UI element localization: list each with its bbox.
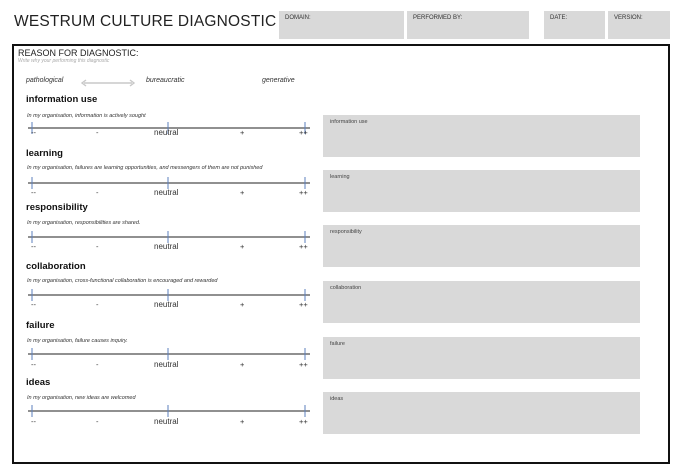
- section-title-learning: learning: [26, 148, 63, 159]
- notes-label: responsibility: [330, 229, 362, 235]
- tick-negative: -: [96, 360, 99, 369]
- reason-label: REASON FOR DIAGNOSTIC:: [18, 48, 139, 58]
- tick-strongly-negative: --: [31, 360, 36, 369]
- performed-by-field[interactable]: [407, 11, 529, 39]
- tick-strongly-negative: --: [31, 417, 36, 426]
- tick-positive: +: [240, 128, 245, 137]
- version-label: VERSION:: [614, 15, 643, 21]
- tick-negative: -: [96, 188, 99, 197]
- notes-label: failure: [330, 341, 345, 347]
- tick-strongly-negative: --: [31, 300, 36, 309]
- tick-strongly-negative: --: [31, 128, 36, 137]
- tick-strongly-negative: --: [31, 242, 36, 251]
- section-statement: In my organisation, cross-functional collaboration is encouraged and rewarded: [27, 278, 218, 284]
- notes-box-responsibility[interactable]: [323, 225, 640, 267]
- domain-field[interactable]: [279, 11, 404, 39]
- notes-label: collaboration: [330, 285, 362, 291]
- version-field[interactable]: [608, 11, 670, 39]
- tick-strongly-positive: ++: [299, 128, 308, 137]
- section-statement: In my organisation, failure causes inquiry.: [27, 338, 128, 344]
- page-title: WESTRUM CULTURE DIAGNOSTIC: [14, 13, 277, 30]
- rating-scale-line[interactable]: [28, 347, 310, 361]
- reason-hint[interactable]: Write why your performing this diagnostic: [18, 58, 110, 64]
- notes-label: learning: [330, 174, 350, 180]
- tick-strongly-positive: ++: [299, 188, 308, 197]
- notes-box-failure[interactable]: [323, 337, 640, 379]
- tick-negative: -: [96, 300, 99, 309]
- tick-neutral: neutral: [154, 188, 179, 197]
- tick-neutral: neutral: [154, 417, 179, 426]
- tick-positive: +: [240, 417, 245, 426]
- notes-box-information-use[interactable]: [323, 115, 640, 157]
- scale-label-generative: generative: [262, 77, 295, 84]
- tick-neutral: neutral: [154, 242, 179, 251]
- tick-strongly-negative: --: [31, 188, 36, 197]
- date-field[interactable]: [544, 11, 605, 39]
- tick-strongly-positive: ++: [299, 360, 308, 369]
- tick-neutral: neutral: [154, 360, 179, 369]
- domain-label: DOMAIN:: [285, 15, 311, 21]
- tick-strongly-positive: ++: [299, 300, 308, 309]
- section-title-failure: failure: [26, 320, 55, 331]
- tick-positive: +: [240, 188, 245, 197]
- section-title-collaboration: collaboration: [26, 261, 86, 272]
- notes-box-learning[interactable]: [323, 170, 640, 212]
- date-label: DATE:: [550, 15, 568, 21]
- tick-strongly-positive: ++: [299, 417, 308, 426]
- section-statement: In my organisation, information is actively sought: [27, 113, 146, 119]
- tick-negative: -: [96, 242, 99, 251]
- tick-neutral: neutral: [154, 300, 179, 309]
- tick-negative: -: [96, 417, 99, 426]
- tick-negative: -: [96, 128, 99, 137]
- notes-box-ideas[interactable]: [323, 392, 640, 434]
- tick-positive: +: [240, 242, 245, 251]
- notes-label: ideas: [330, 396, 344, 402]
- scale-arrow-icon: [80, 79, 136, 87]
- tick-strongly-positive: ++: [299, 242, 308, 251]
- notes-box-collaboration[interactable]: [323, 281, 640, 323]
- tick-positive: +: [240, 300, 245, 309]
- scale-label-bureaucratic: bureaucratic: [146, 77, 185, 84]
- section-title-responsibility: responsibility: [26, 202, 88, 213]
- section-title-ideas: ideas: [26, 377, 51, 388]
- section-title-information-use: information use: [26, 94, 98, 105]
- performed-by-label: PERFORMED BY:: [413, 15, 463, 21]
- scale-label-pathological: pathological: [26, 77, 64, 84]
- section-statement: In my organisation, new ideas are welcomed: [27, 395, 136, 401]
- section-statement: In my organisation, failures are learning opportunities, and messengers of them are not punished: [27, 165, 263, 171]
- section-statement: In my organisation, responsibilities are shared.: [27, 220, 141, 226]
- rating-scale-line[interactable]: [28, 404, 310, 418]
- notes-label: information use: [330, 119, 368, 125]
- tick-neutral: neutral: [154, 128, 179, 137]
- tick-positive: +: [240, 360, 245, 369]
